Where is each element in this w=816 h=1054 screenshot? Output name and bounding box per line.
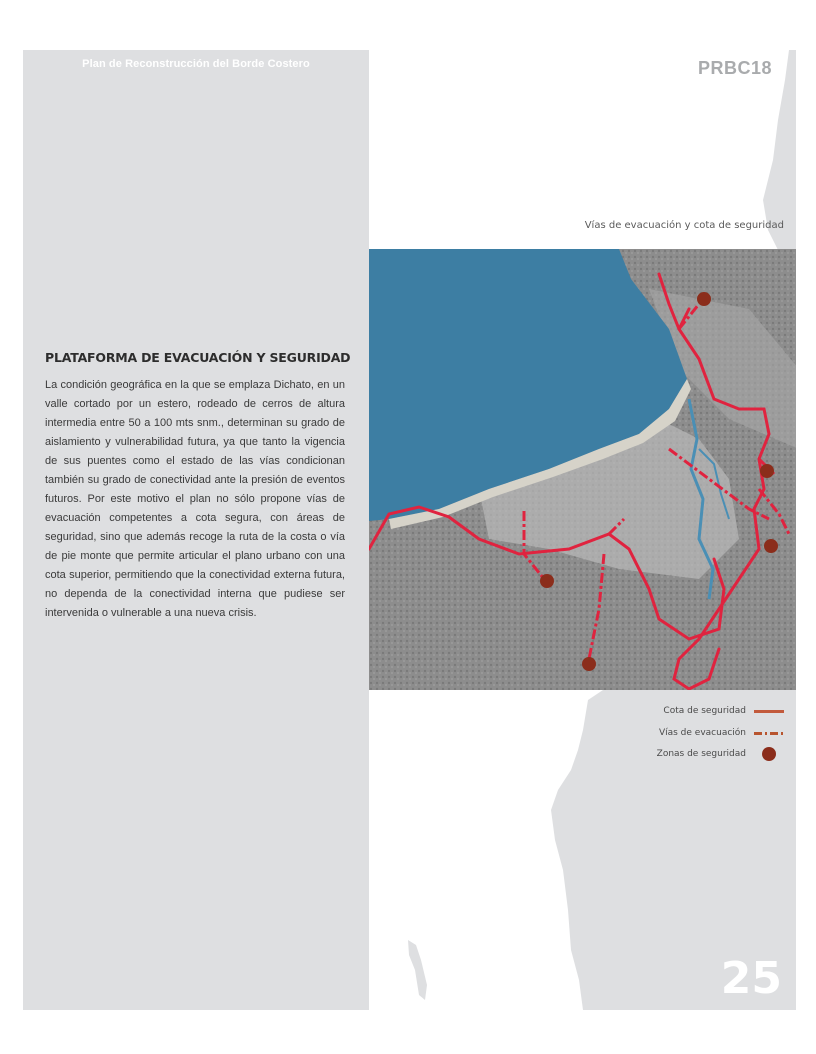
header-title: Plan de Reconstrucción del Borde Costero xyxy=(82,58,310,70)
map-caption: Vías de evacuación y cota de seguridad xyxy=(584,220,784,231)
dot-icon xyxy=(762,747,776,761)
legend-item-vias xyxy=(659,728,784,738)
map-svg xyxy=(369,249,796,690)
legend-item-zonas xyxy=(657,747,784,761)
legend-label: Zonas de seguridad xyxy=(656,749,746,759)
legend-item-cota xyxy=(663,706,784,716)
legend-label: Vías de evacuación xyxy=(658,728,746,738)
document-code: PRBC18 xyxy=(697,58,772,78)
legend-label: Cota de seguridad xyxy=(663,706,746,716)
dash-dot-line-icon xyxy=(754,732,784,735)
evacuation-map xyxy=(369,249,796,690)
page-number: 25 xyxy=(720,953,782,1004)
body-text: La condición geográfica en la que se emplaza Dichato, en un valle cortado por un estero, rodeado de cerros de altura intermedia entre 50 a 100 mts snm., determinan su grado de aislamiento y vulnerabilidad futura, ya que tanto la vigencia de sus puentes como el estado de las vías condicionan también su grado de conectividad ante la presión de eventos futuros. Por este motivo el plan no sólo propone vías de evacuación competentes a cota segura, con áreas de seguridad, sino que además recoge la ruta de la costa o vía de pie monte que permite articular el plano urbano con una cota superior, permitiendo que la conectividad externa futura, no dependa de la conectividad interna que pudiese ser intervenida o vulnerable a una nueva crisis. xyxy=(45,379,345,619)
solid-line-icon xyxy=(754,710,784,713)
page xyxy=(23,50,796,1010)
section-title: PLATAFORMA DE EVACUACIÓN Y SEGURIDAD xyxy=(45,350,351,365)
